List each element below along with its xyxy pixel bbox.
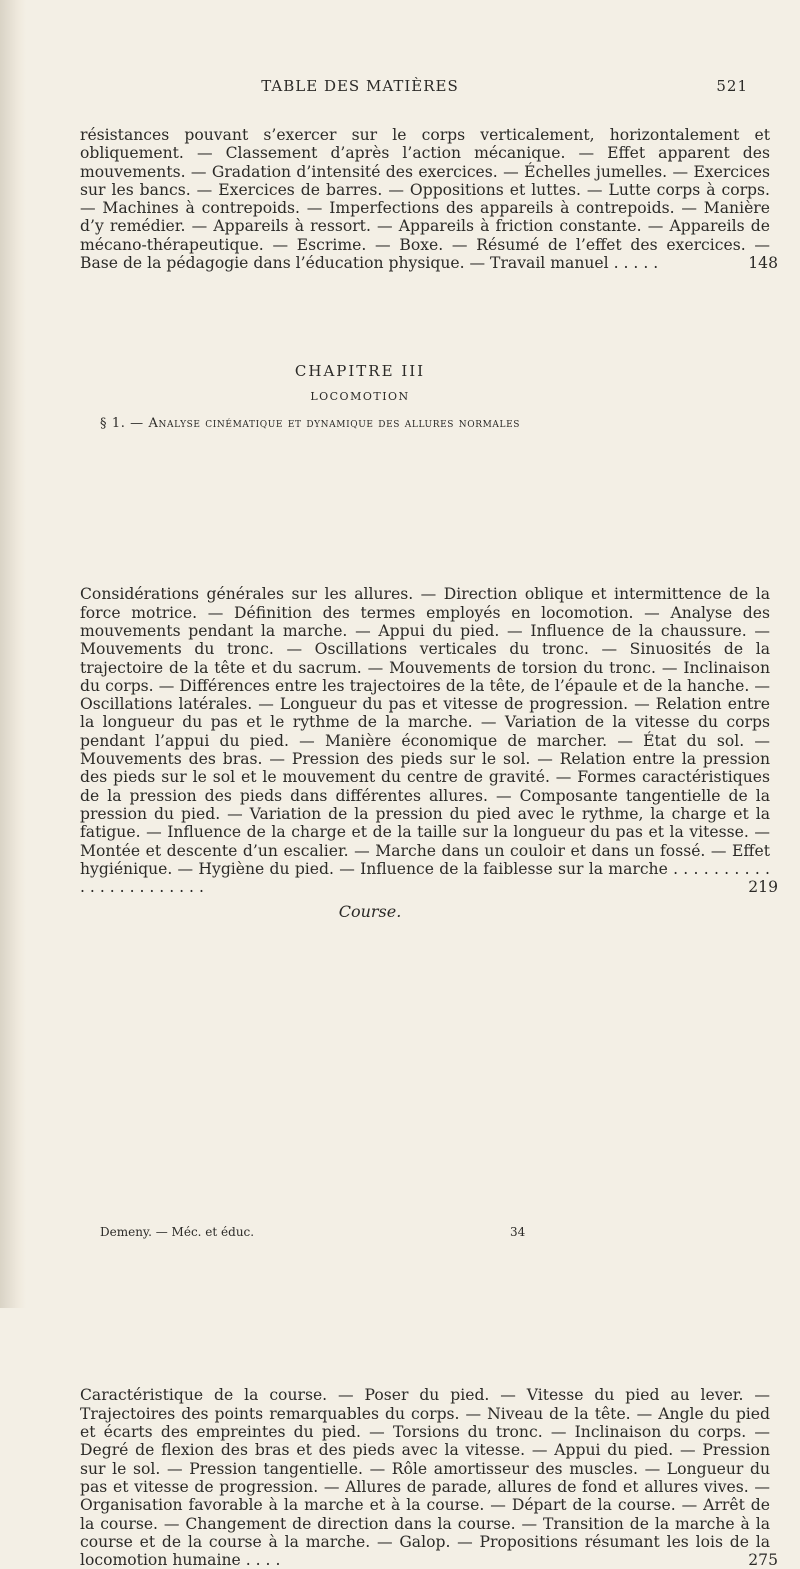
toc-entry-page: 275 xyxy=(748,1551,778,1569)
page-number: 521 xyxy=(716,77,748,95)
running-head xyxy=(0,77,800,101)
chapter-heading: CHAPITRE III xyxy=(294,362,426,380)
section-title: Analyse cinématique et dynamique des allures normales xyxy=(148,416,521,431)
toc-entry-intro xyxy=(80,126,778,273)
subsection-heading: Course. xyxy=(338,902,402,921)
running-title: TABLE DES MATIÈRES xyxy=(261,77,459,95)
footer-sheet-number: 34 xyxy=(510,1225,526,1239)
toc-entry-marche xyxy=(80,585,778,897)
toc-entry-text: résistances pouvant s’exercer sur le corps verticalement, horizontalement et obliquement. — Classement d’après l’action mécanique. — Effet apparent des mouvements. — Gradation d’intensité des exercices. — Échelles jumelles. — Exercices sur les bancs. — Exercices de barres. — Oppositions et luttes. — Lutte corps à corps. — Machines à contrepoids. — Imperfections des appareils à contrepoids. — Manière d’y remédier. — Appareils à ressort. — Appareils à friction constante. — Appareils de mécano-thérapeutique. — Escrime. — Boxe. — Résumé de l’effet des exercices. — Base de la pédagogie dans l’éducation physique. — Travail manuel . . . . . xyxy=(80,126,770,273)
toc-entry-course xyxy=(80,1386,778,1569)
section-heading xyxy=(100,416,780,431)
section-number: § 1. — xyxy=(100,416,144,431)
toc-entry-text: Considérations générales sur les allures. — Direction oblique et intermittence de la force motrice. — Définition des termes employés en locomotion. — Analyse des mouvements pendant la marche. — Appui du pied. — Influence de la chaussure. — Mouvements du tronc. — Oscillations verticales du tronc. — Sinuosités de la trajectoire de la tête et du sacrum. — Mouvements de torsion du tronc. — Inclinaison du corps. — Différences entre les trajectoires de la tête, de l’épaule et de la hanche. — Oscillations latérales. — Longueur du pas et vitesse de progression. — Relation entre la longueur du pas et le rythme de la marche. — Variation de la vitesse du corps pendant l’appui du pied. — Manière économique de marcher. — État du sol. — Mouvements des bras. — Pression des pieds sur le sol. — Relation entre la pression des pieds sur le sol et le mouvement du centre de gravité. — Formes caractéristiques de la pression des pieds dans différentes allures. — Composante tangentielle de la pression du pied. — Variation de la pression du pied avec le rythme, la charge et la fatigue. — Influence de la charge et de la taille sur la longueur du pas et la vitesse. — Montée et descente d’un escalier. — Marche dans un couloir et dans un fossé. — Effet hygiénique. — Hygiène du pied. — Influence de la faiblesse sur la marche . . . . . . . . . . . . . . . . . . . . . . . xyxy=(80,585,770,897)
page-gutter-shadow xyxy=(0,0,26,1308)
chapter-subtitle: LOCOMOTION xyxy=(310,390,410,403)
toc-entry-page: 148 xyxy=(748,254,778,273)
footer-signature: Demeny. — Méc. et éduc. xyxy=(100,1225,255,1239)
toc-entry-page: 219 xyxy=(748,878,778,897)
toc-entry-text: Caractéristique de la course. — Poser du pied. — Vitesse du pied au lever. — Trajectoires des points remarquables du corps. — Niveau de la tête. — Angle du pied et écarts des empreintes du pied. — Torsions du tronc. — Inclinaison du corps. — Degré de flexion des bras et des pieds avec la vitesse. — Appui du pied. — Pression sur le sol. — Pression tangentielle. — Rôle amortisseur des muscles. — Longueur du pas et vitesse de progression. — Allures de parade, allures de fond et allures vives. — Organisation favorable à la marche et à la course. — Départ de la course. — Arrêt de la course. — Changement de direction dans la course. — Transition de la marche à la course et de la course à la marche. — Galop. — Propositions résumant les lois de la locomotion humaine . . . . xyxy=(80,1386,770,1569)
